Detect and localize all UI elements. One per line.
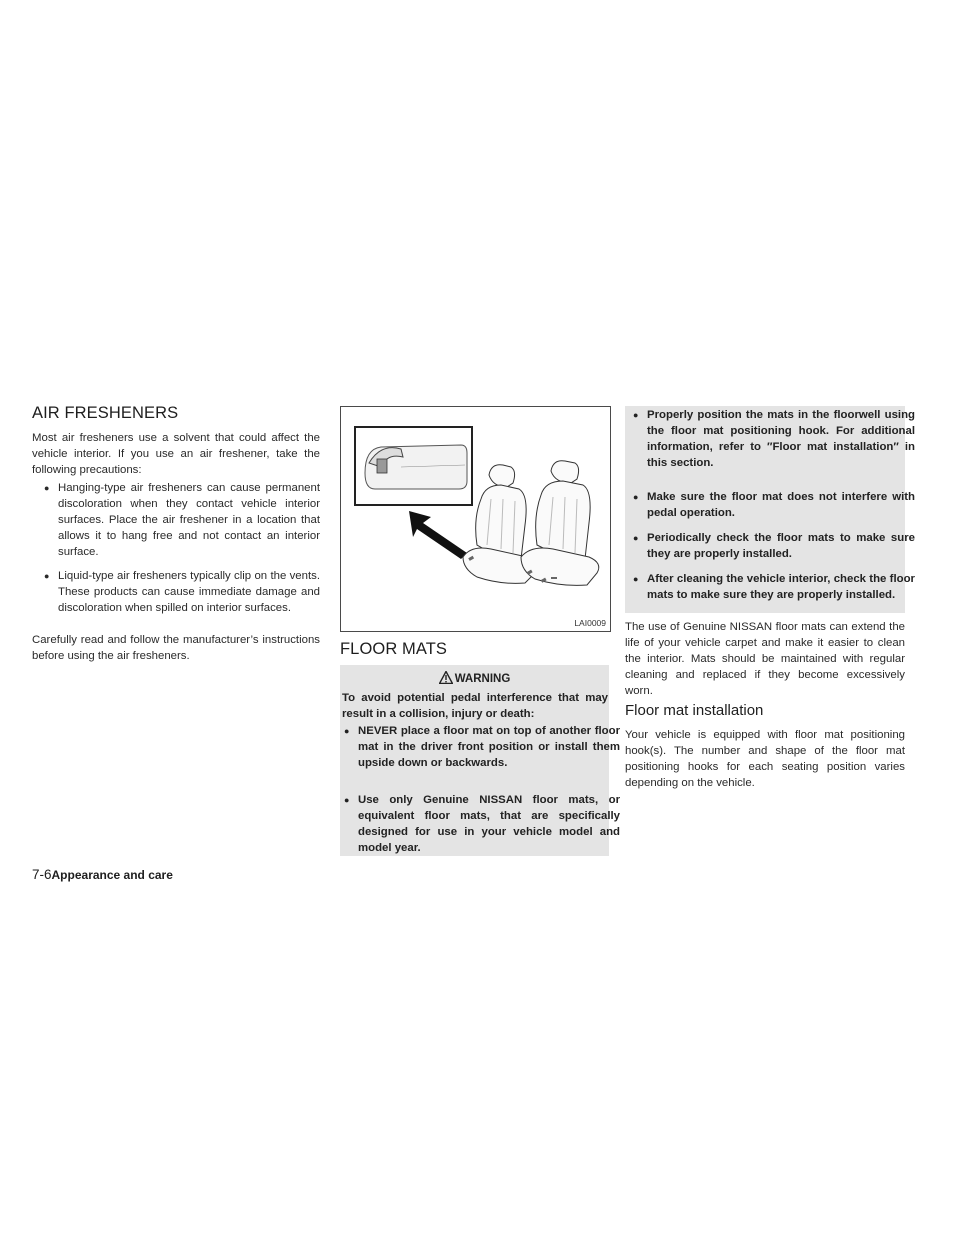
figure-code: LAI0009 bbox=[574, 618, 606, 628]
warning-bullet-genuine: ● Use only Genuine NISSAN floor mats, or equivalent floor mats, that are specifically designed for use in your vehicle model and model year. bbox=[344, 792, 620, 856]
floor-mats-heading: FLOOR MATS bbox=[340, 640, 448, 658]
warning-title-row bbox=[340, 671, 609, 687]
warning-bullet-cleaning: ● After cleaning the vehicle interior, check the floor mats to make sure they are properly installed. bbox=[633, 571, 915, 603]
warning-bullet-position: ● Properly position the mats in the floorwell using the floor mat positioning hook. For additional information, refer to ″Floor mat installation″ in this section. bbox=[633, 407, 915, 471]
air-freshener-bullet-hanging: ● Hanging-type air fresheners can cause permanent discoloration when they contact vehicle interior surfaces. Place the air freshener in a location that allows it to hang free and not contact an interior surface. bbox=[44, 480, 320, 560]
installation-body: Your vehicle is equipped with floor mat positioning hook(s). The number and shape of the floor mat positioning hooks for each seating position varies depending on the vehicle. bbox=[625, 729, 905, 790]
seats-illustration bbox=[341, 407, 610, 631]
page-number: 7-6 bbox=[32, 867, 52, 882]
section-name: Appearance and care bbox=[51, 868, 173, 882]
warning-triangle-icon bbox=[439, 671, 453, 687]
page-footer bbox=[32, 867, 173, 882]
air-fresheners-intro: Most air fresheners use a solvent that could affect the vehicle interior. If you use an air freshener, take the following precautions: bbox=[32, 432, 320, 477]
warning-intro: To avoid potential pedal interference that may result in a collision, injury or death: bbox=[342, 692, 608, 721]
floor-mats-body: The use of Genuine NISSAN floor mats can extend the life of your vehicle carpet and make it easier to clean the interior. Mats should be maintained with regular cleaning and replaced if they become excessively worn. bbox=[625, 621, 905, 698]
warning-bullet-pedal: ● Make sure the floor mat does not interfere with pedal operation. bbox=[633, 489, 915, 521]
air-freshener-bullet-liquid: ● Liquid-type air fresheners typically clip on the vents. These products can cause immediate damage and discoloration when spilled on interior surfaces. bbox=[44, 568, 320, 616]
warning-bullet-never: ● NEVER place a floor mat on top of another floor mat in the driver front position or install them upside down or backwards. bbox=[344, 723, 620, 771]
air-fresheners-heading: AIR FRESHENERS bbox=[32, 404, 179, 422]
warning-bullet-check: ● Periodically check the floor mats to make sure they are properly installed. bbox=[633, 530, 915, 562]
floor-mats-figure bbox=[340, 406, 611, 632]
air-fresheners-closing: Carefully read and follow the manufacturer’s instructions before using the air fresheners. bbox=[32, 634, 320, 663]
installation-heading: Floor mat installation bbox=[625, 702, 764, 719]
warning-title: WARNING bbox=[454, 673, 511, 685]
